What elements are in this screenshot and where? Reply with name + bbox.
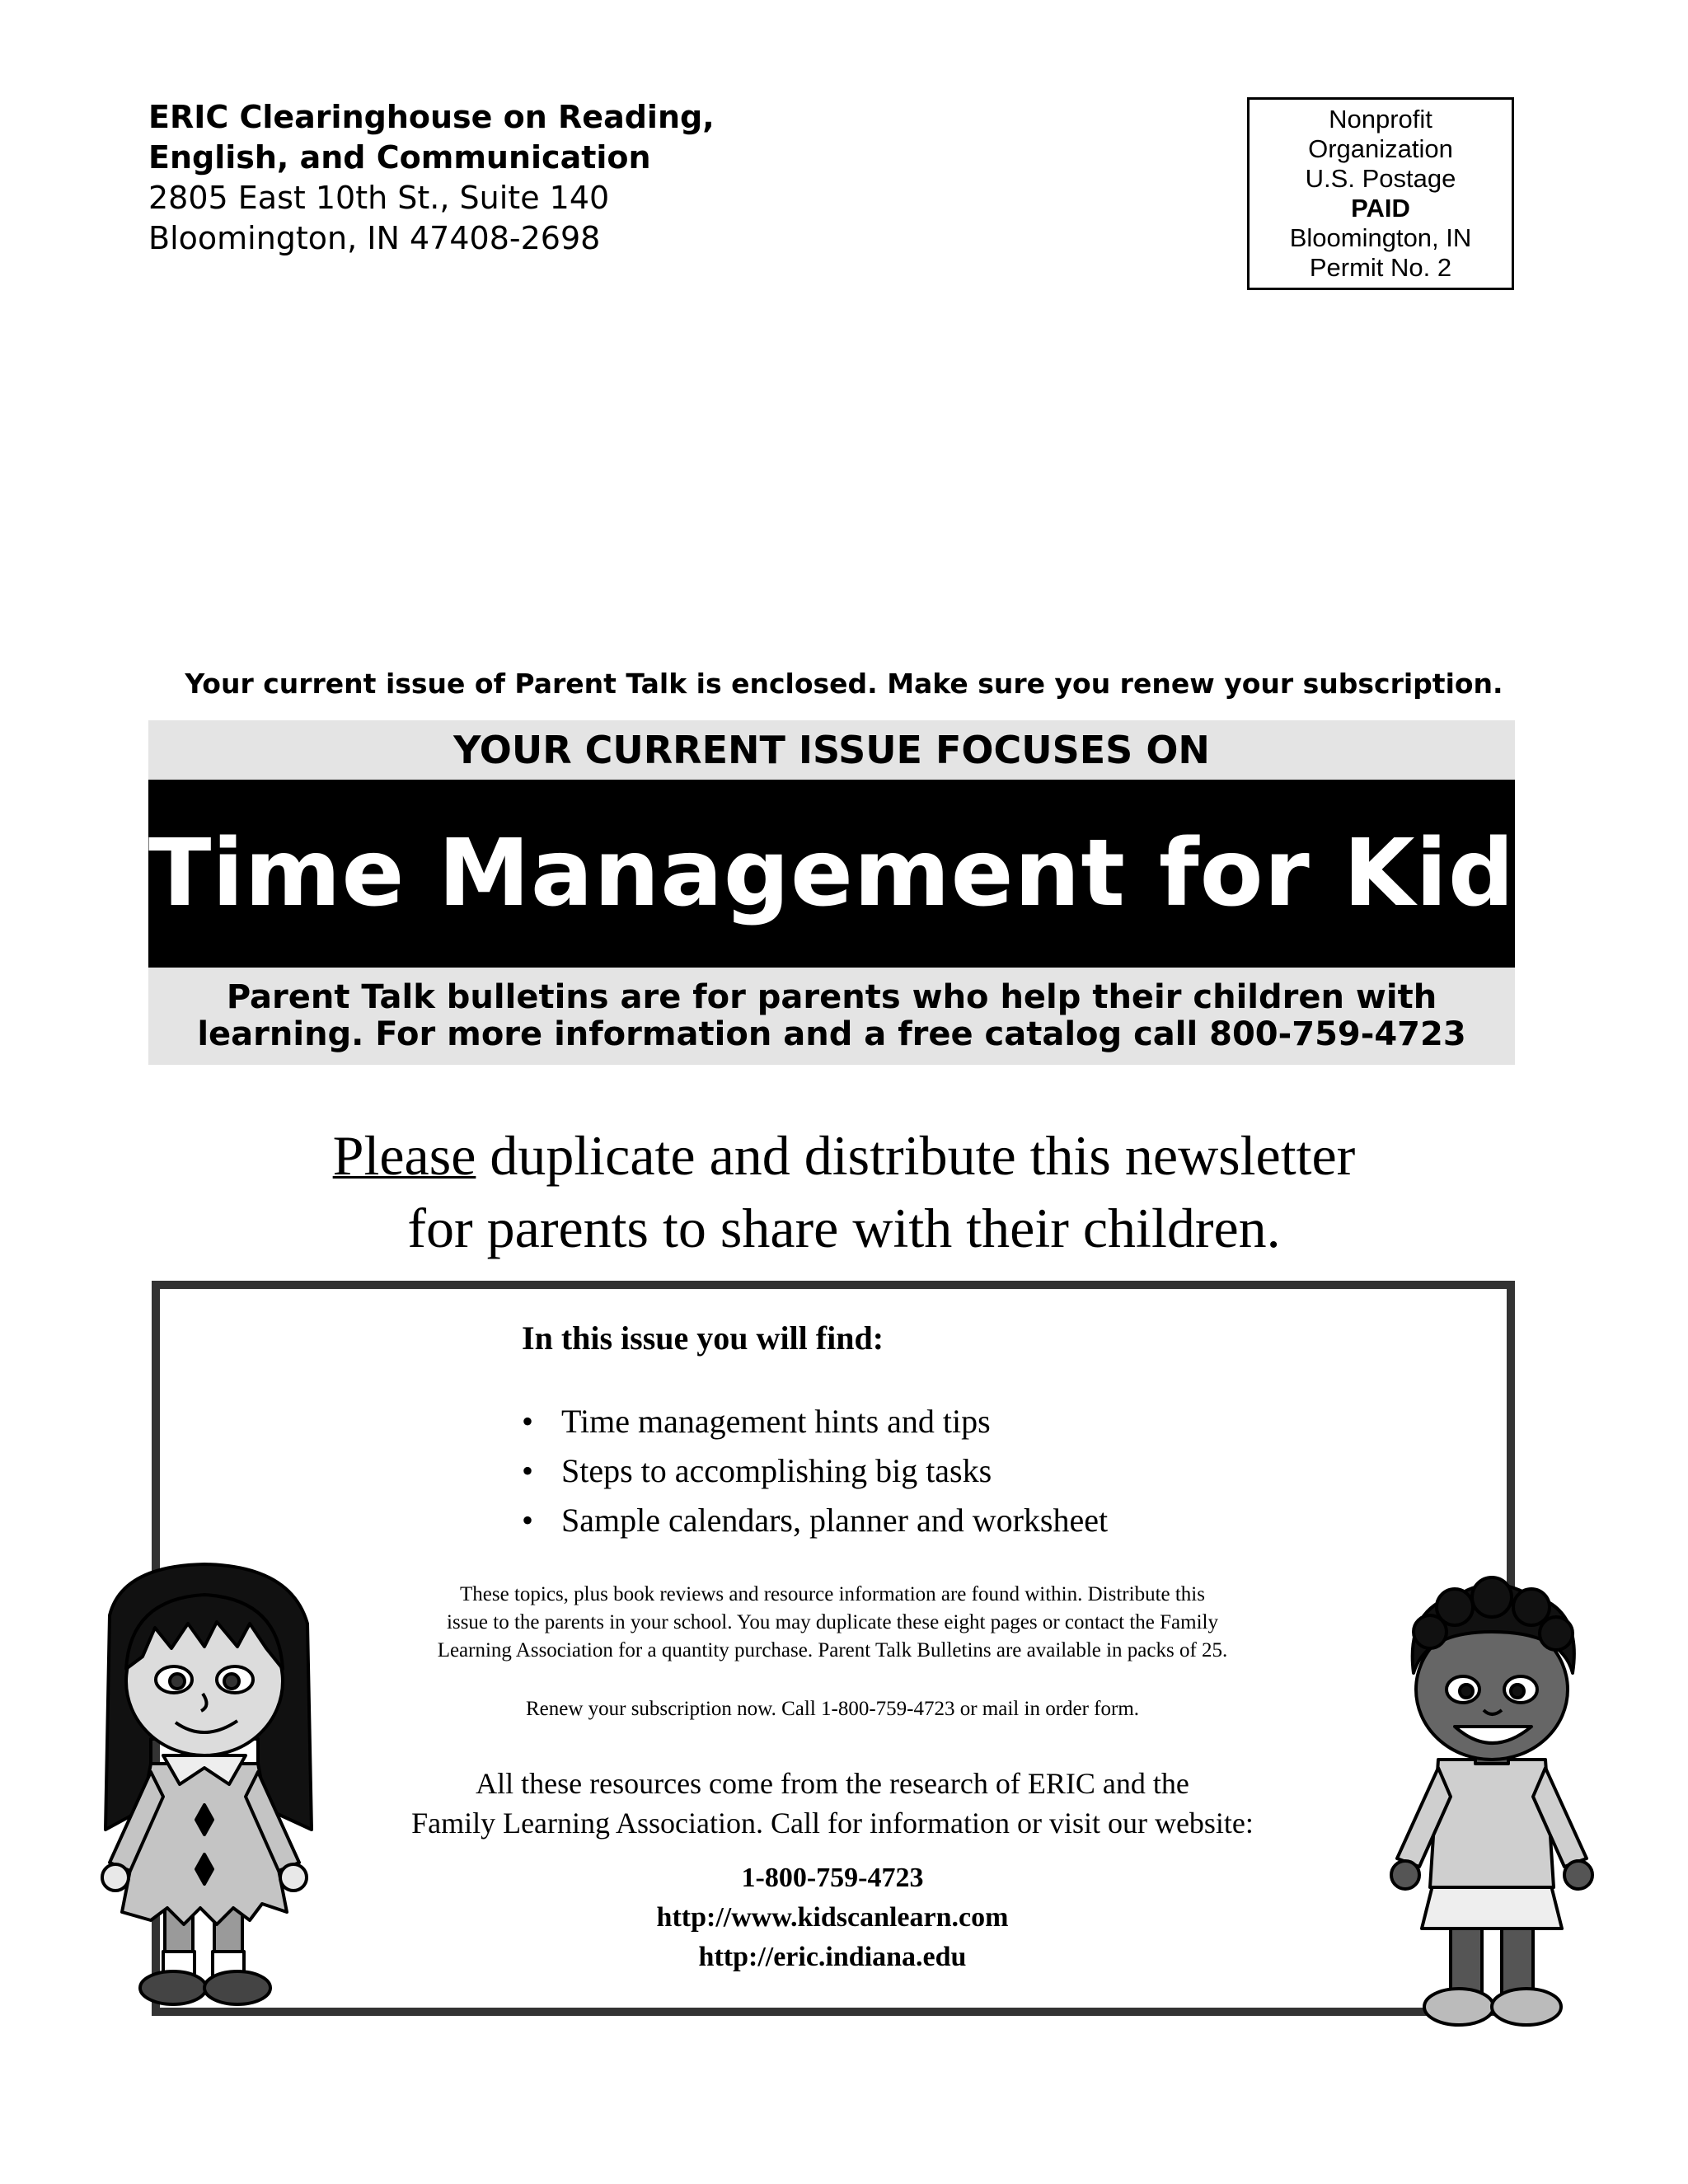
indicia-line: Organization bbox=[1308, 134, 1453, 163]
indicia-permit: Permit No. 2 bbox=[1309, 253, 1452, 282]
website-link[interactable]: http://www.kidscanlearn.com bbox=[656, 1902, 1009, 1933]
resources-text: All these resources come from the research of ERIC and the Family Learning Association. Call for information or visit our website: bbox=[411, 1767, 1254, 1840]
contents-list bbox=[522, 1397, 1108, 1545]
focus-subtext-line2: learning. For more information and a free catalog call 800-759-4723 bbox=[197, 1015, 1466, 1053]
org-name-line1: ERIC Clearinghouse on Reading, bbox=[148, 99, 715, 135]
boy-illustration bbox=[1368, 1574, 1615, 2044]
focus-subtext-line1: Parent Talk bulletins are for parents who help their children with bbox=[226, 978, 1437, 1016]
please-word: Please bbox=[332, 1124, 476, 1187]
return-address bbox=[148, 97, 890, 259]
bullet-icon: • bbox=[522, 1502, 534, 1539]
duplicate-request-line1 bbox=[0, 1119, 1688, 1192]
contact-list bbox=[330, 1858, 1335, 1977]
focus-heading: YOUR CURRENT ISSUE FOCUSES ON bbox=[148, 720, 1515, 780]
duplicate-request-rest: duplicate and distribute this newsletter bbox=[476, 1124, 1356, 1187]
street-address: 2805 East 10th St., Suite 140 bbox=[148, 180, 610, 216]
org-name-line2: English, and Communication bbox=[148, 139, 651, 176]
issue-title: Time Management for Kids bbox=[148, 780, 1515, 968]
indicia-line: Bloomington, IN bbox=[1289, 223, 1472, 252]
list-item: • Steps to accomplishing big tasks bbox=[522, 1446, 1108, 1496]
bullet-icon: • bbox=[522, 1403, 534, 1440]
renew-notice: Renew your subscription now. Call 1-800-759-4723 or mail in order form. bbox=[525, 1698, 1140, 1720]
duplicate-request bbox=[0, 1119, 1688, 1264]
city-state-zip: Bloomington, IN 47408-2698 bbox=[148, 220, 601, 256]
website-link[interactable]: http://eric.indiana.edu bbox=[698, 1942, 967, 1972]
list-item: • Sample calendars, planner and worksheet bbox=[522, 1496, 1108, 1545]
postage-indicia bbox=[1247, 97, 1514, 290]
indicia-line: Nonprofit bbox=[1329, 105, 1432, 134]
focus-subtext bbox=[148, 968, 1515, 1065]
duplicate-request-line2: for parents to share with their children. bbox=[407, 1197, 1281, 1259]
indicia-line: U.S. Postage bbox=[1305, 164, 1456, 193]
girl-illustration bbox=[73, 1558, 345, 2019]
indicia-paid: PAID bbox=[1351, 194, 1410, 223]
list-item: • Time management hints and tips bbox=[522, 1397, 1108, 1446]
contents-heading: In this issue you will find: bbox=[522, 1319, 884, 1357]
distribution-paragraph: These topics, plus book reviews and resource information are found within. Distribute this issue to the parents in your school. You may duplicate these eight pages or contact the Family Learning Association for a quantity purchase. Parent Talk Bulletins are available in packs of 25. bbox=[437, 1583, 1228, 1661]
phone-number: 1-800-759-4723 bbox=[741, 1863, 924, 1893]
bullet-icon: • bbox=[522, 1452, 534, 1489]
subscription-notice: Your current issue of Parent Talk is enclosed. Make sure you renew your subscription. bbox=[185, 668, 1503, 700]
